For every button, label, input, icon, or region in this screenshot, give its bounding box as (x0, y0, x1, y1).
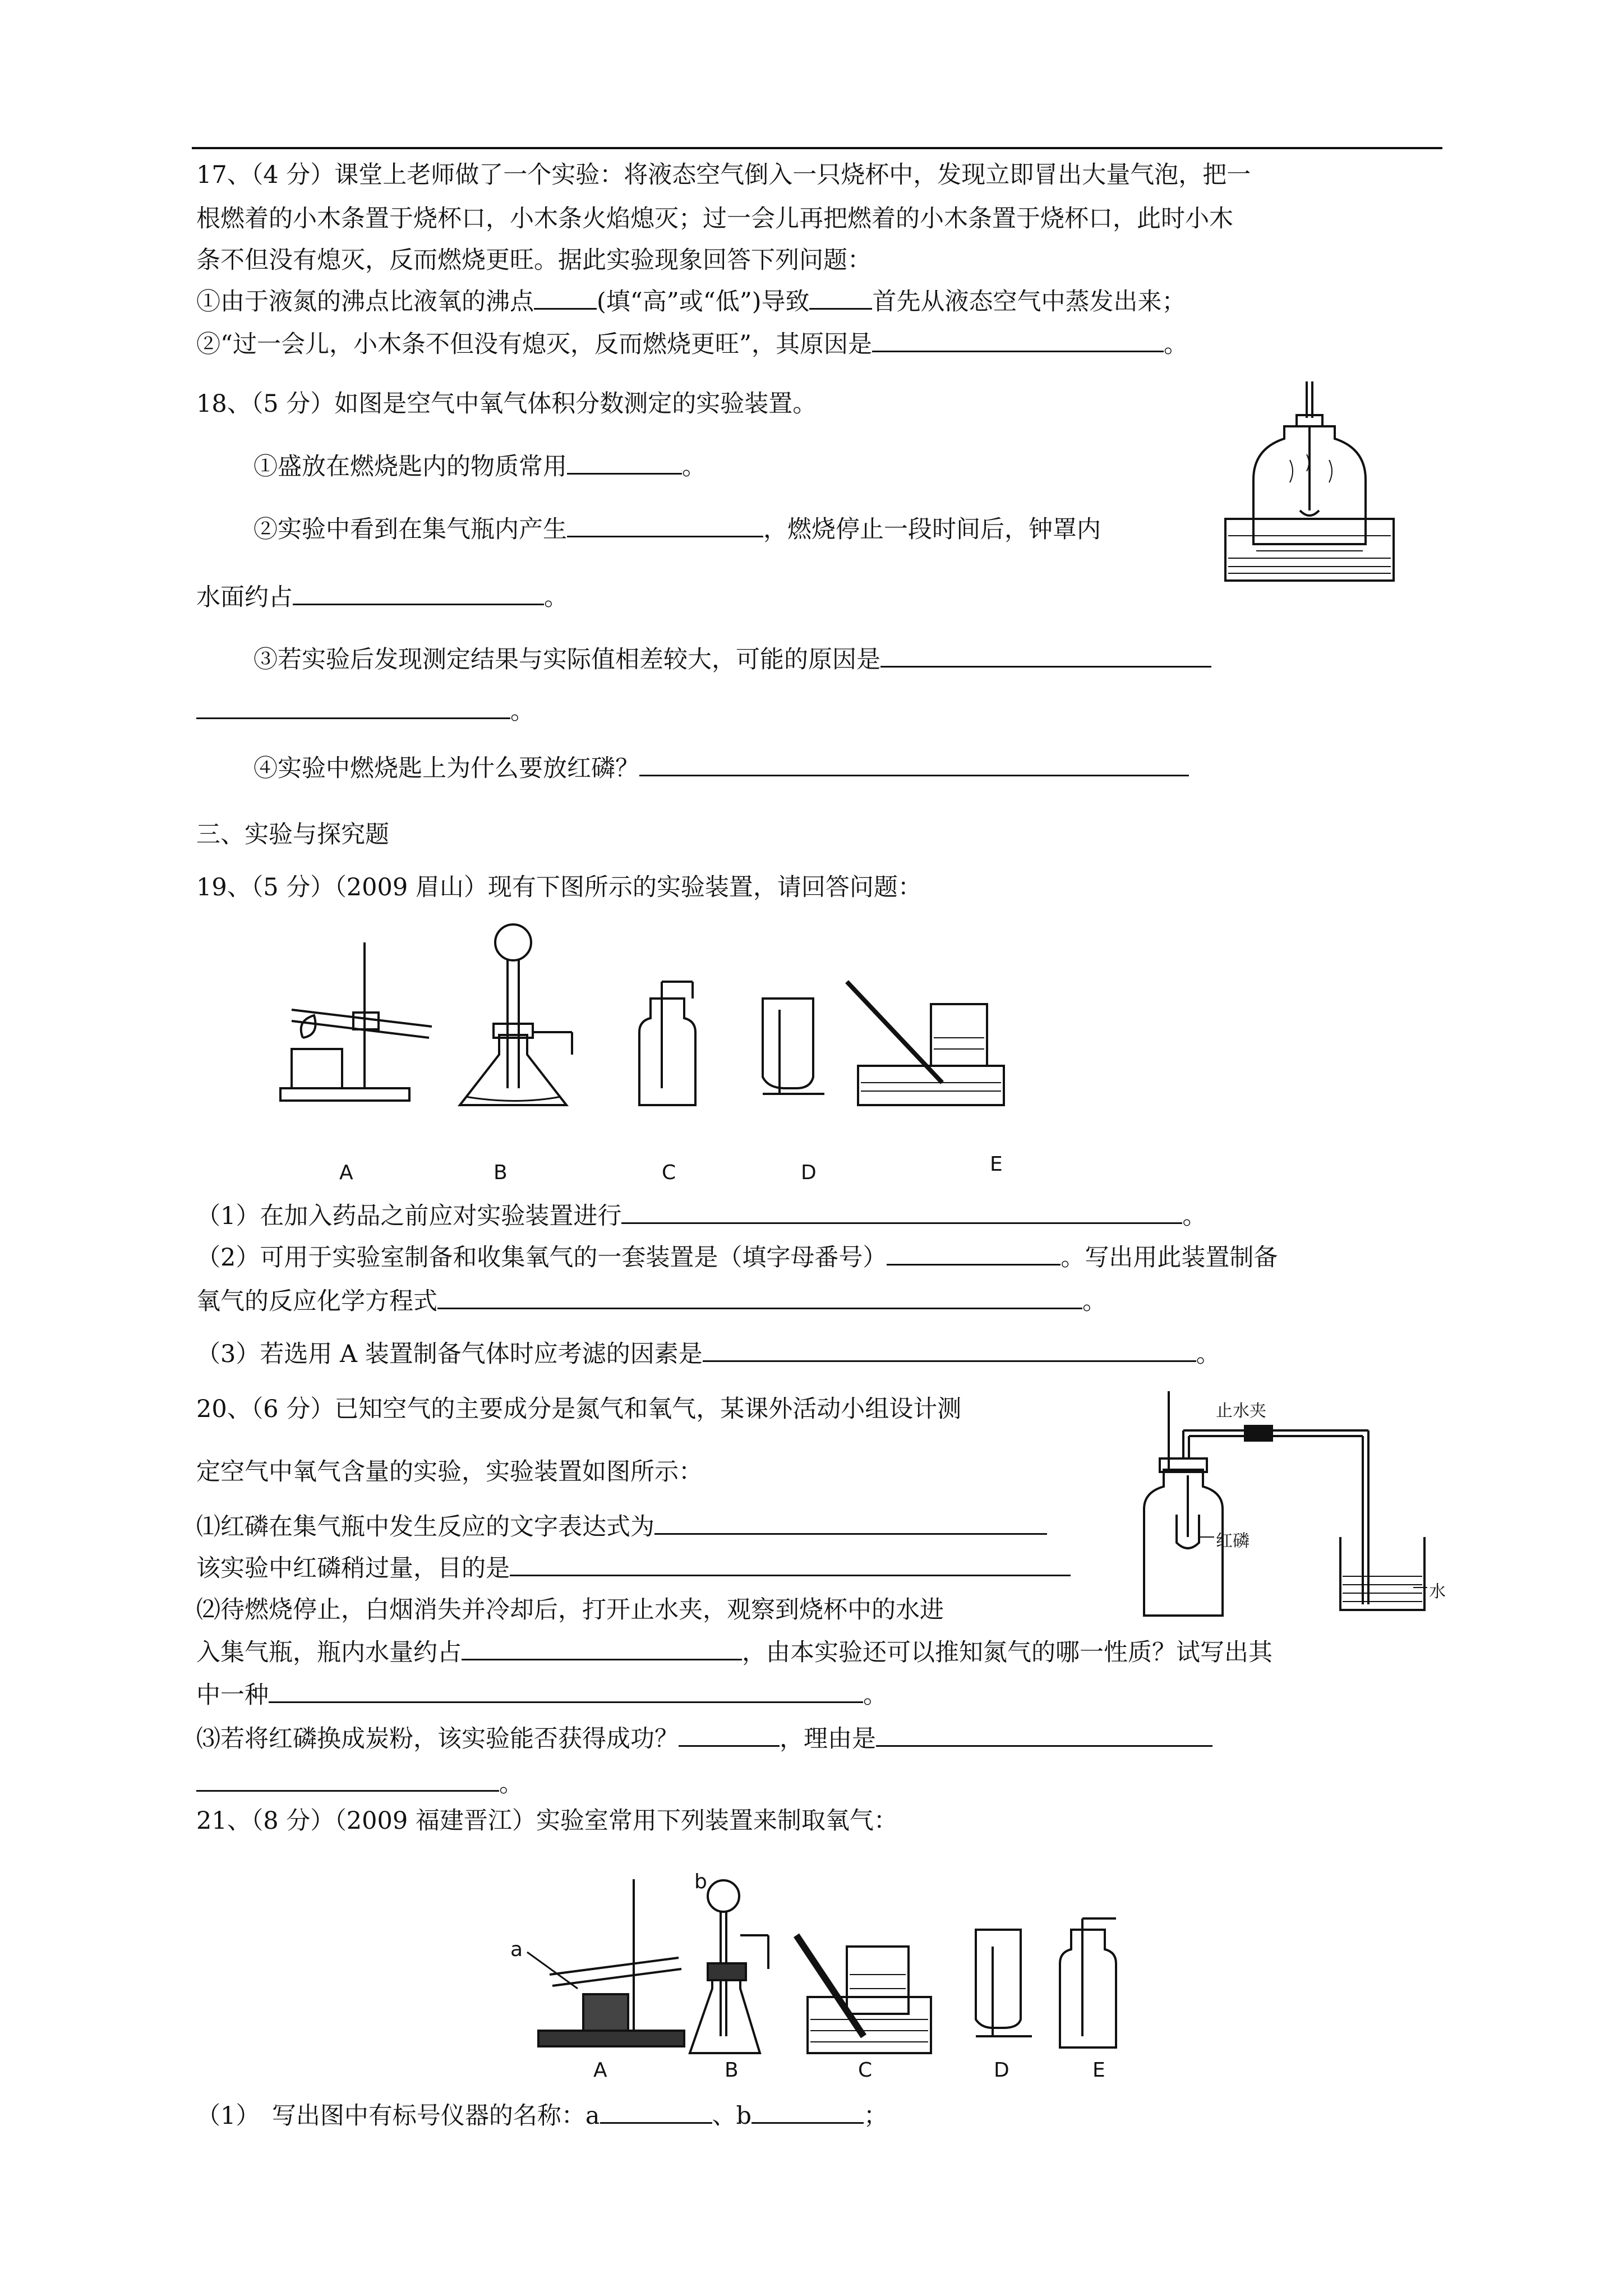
q18-line-7 (253, 752, 1189, 785)
q17-line-5 (196, 328, 1188, 361)
answer-blank[interactable] (876, 1723, 1212, 1747)
answer-blank[interactable] (751, 2100, 864, 2124)
q19-subq-2 (196, 1241, 1278, 1274)
q21-subq-1 (196, 2099, 888, 2133)
q19-text: 。写出用此装置制备 (1061, 1244, 1278, 1272)
q20-text: ，由本实验还可以推知氮气的哪一性质？试写出其 (742, 1639, 1272, 1667)
q19-subq-1 (196, 1199, 1206, 1233)
answer-blank[interactable] (621, 1200, 1182, 1224)
figure-label-b: B (494, 1161, 508, 1184)
header-rule (192, 147, 1442, 149)
q19-text: 氧气的反应化学方程式 (196, 1287, 437, 1315)
figure-label-b-lower: b (694, 1870, 707, 1893)
section-heading: 三、实验与探究题 (196, 821, 389, 849)
q21-line-1: 21、（8 分）（2009 福建晋江）实验室常用下列装置来制取氧气： (196, 1807, 898, 1835)
answer-blank[interactable] (880, 643, 1211, 668)
q20-text: 该实验中红磷稍过量，目的是 (196, 1554, 510, 1582)
q17-text: ①由于液氮的沸点比液氧的沸点 (196, 288, 534, 316)
q17-line-3: 条不但没有熄灭，反而燃烧更旺。据此实验现象回答下列问题： (196, 246, 872, 274)
q20-text: ⑶若将红磷换成炭粉，该实验能否获得成功？ (196, 1725, 679, 1753)
answer-blank[interactable] (703, 1338, 1196, 1362)
oxygen-content-apparatus-figure (1133, 1386, 1447, 1627)
answer-blank[interactable] (437, 1285, 1082, 1309)
answer-blank[interactable] (269, 1679, 863, 1703)
q21-text: 、b (712, 2102, 752, 2130)
q18-line-1: 18、（5 分）如图是空气中氧气体积分数测定的实验装置。 (196, 390, 817, 418)
q20-line-2: 定空气中氧气含量的实验，实验装置如图所示： (196, 1458, 703, 1486)
figure-label-b-cap: B (725, 2059, 739, 2082)
q20-text: 。 (863, 1681, 887, 1709)
answer-blank[interactable] (293, 581, 544, 605)
q18-text: ，燃烧停止一段时间后，钟罩内 (763, 516, 1101, 544)
q20-line-9 (196, 1767, 523, 1801)
q19-subq-3 (196, 1337, 1220, 1371)
q17-line-2: 根燃着的小木条置于烧杯口，小木条火焰熄灭；过一会儿再把燃着的小木条置于烧杯口，此时小木 (196, 205, 1233, 233)
q18-line-2 (253, 450, 706, 484)
q17-text: (填“高”或“低”)导致 (597, 288, 810, 316)
bell-jar-apparatus-figure (1223, 376, 1396, 589)
apparatus-figure-q21 (505, 1868, 1150, 2081)
answer-blank[interactable] (462, 1636, 742, 1660)
q17-text: ②“过一会儿，小木条不但没有熄灭，反而燃烧更旺”，其原因是 (196, 330, 872, 358)
q20-line-3 (196, 1510, 1047, 1544)
q19-subq-2b (196, 1285, 1106, 1318)
figure-label-a: A (339, 1161, 353, 1184)
q20-line-5: ⑵待燃烧停止，白烟消失并冷却后，打开止水夹，观察到烧杯中的水进 (196, 1596, 944, 1624)
q20-text: 中一种 (196, 1681, 269, 1709)
q17-line-4 (196, 285, 1186, 319)
q19-text: （3）若选用 A 装置制备气体时应考滤的因素是 (196, 1340, 703, 1368)
q21-text: （1） 写出图中有标号仪器的名称：a (196, 2102, 600, 2130)
figure-label-water: 水 (1429, 1582, 1446, 1602)
answer-blank[interactable] (534, 286, 597, 310)
answer-blank[interactable] (196, 695, 510, 719)
answer-blank[interactable] (600, 2100, 712, 2124)
answer-blank[interactable] (196, 1768, 499, 1792)
figure-label-e: E (990, 1153, 1003, 1176)
figure-label-c-cap: C (858, 2059, 873, 2082)
figure-label-d-cap: D (994, 2059, 1009, 2082)
answer-blank[interactable] (567, 513, 763, 537)
answer-blank[interactable] (567, 450, 682, 475)
figure-label-d: D (801, 1161, 817, 1184)
q19-text: 。 (1182, 1202, 1207, 1230)
q18-text: 水面约占 (196, 583, 293, 611)
figure-label-clamp: 止水夹 (1216, 1401, 1266, 1421)
q18-line-6 (196, 694, 534, 728)
q18-text: ③若实验后发现测定结果与实际值相差较大，可能的原因是 (253, 646, 880, 674)
figure-label-e-cap: E (1092, 2059, 1105, 2082)
answer-blank[interactable] (872, 328, 1164, 352)
q18-text: 。 (510, 697, 534, 725)
q20-text: 。 (499, 1770, 523, 1798)
answer-blank[interactable] (679, 1723, 780, 1747)
q20-line-1: 20、（6 分）已知空气的主要成分是氮气和氧气，某课外活动小组设计测 (196, 1395, 962, 1423)
answer-blank[interactable] (887, 1241, 1061, 1266)
answer-blank[interactable] (654, 1511, 1047, 1535)
q20-text: 入集气瓶，瓶内水量约占 (196, 1639, 462, 1667)
q17-text: 。 (1163, 330, 1188, 358)
figure-label-c: C (662, 1161, 676, 1184)
q18-text: ②实验中看到在集气瓶内产生 (253, 516, 567, 544)
figure-label-red-phosphorus: 红磷 (1216, 1531, 1249, 1551)
q20-text: ，理由是 (780, 1725, 876, 1753)
q21-text: ； (864, 2102, 888, 2130)
answer-blank[interactable] (809, 286, 872, 310)
answer-blank[interactable] (510, 1552, 1071, 1576)
q19-text: （2）可用于实验室制备和收集氧气的一套装置是（填字母番号） (196, 1244, 887, 1272)
figure-label-a-lower: a (510, 1938, 523, 1961)
q20-text: ⑴红磷在集气瓶中发生反应的文字表达式为 (196, 1513, 654, 1541)
q17-text: 首先从液态空气中蒸发出来； (872, 288, 1186, 316)
q19-text: （1）在加入药品之前应对实验装置进行 (196, 1202, 622, 1230)
q20-line-4 (196, 1552, 1071, 1585)
q18-line-5 (253, 643, 1211, 677)
q20-line-7 (196, 1678, 887, 1712)
q20-line-6 (196, 1636, 1272, 1669)
q19-text: 。 (1082, 1287, 1106, 1315)
q19-text: 。 (1196, 1340, 1220, 1368)
q19-line-1: 19、（5 分）（2009 眉山）现有下图所示的实验装置，请回答问题： (196, 873, 922, 901)
answer-blank[interactable] (639, 752, 1189, 776)
q18-text: 。 (544, 583, 568, 611)
q18-line-4 (196, 581, 568, 614)
apparatus-figure-q19 (269, 920, 1110, 1178)
figure-label-a-cap: A (593, 2059, 607, 2082)
q18-text: ④实验中燃烧匙上为什么要放红磷？ (253, 754, 639, 783)
q18-text: ①盛放在燃烧匙内的物质常用 (253, 453, 567, 481)
q18-text: 。 (682, 453, 706, 481)
q18-line-3 (253, 513, 1101, 546)
q17-line-1: 17、（4 分）课堂上老师做了一个实验：将液态空气倒入一只烧杯中，发现立即冒出大量气泡，把一 (196, 161, 1251, 189)
q20-line-8 (196, 1722, 1212, 1756)
